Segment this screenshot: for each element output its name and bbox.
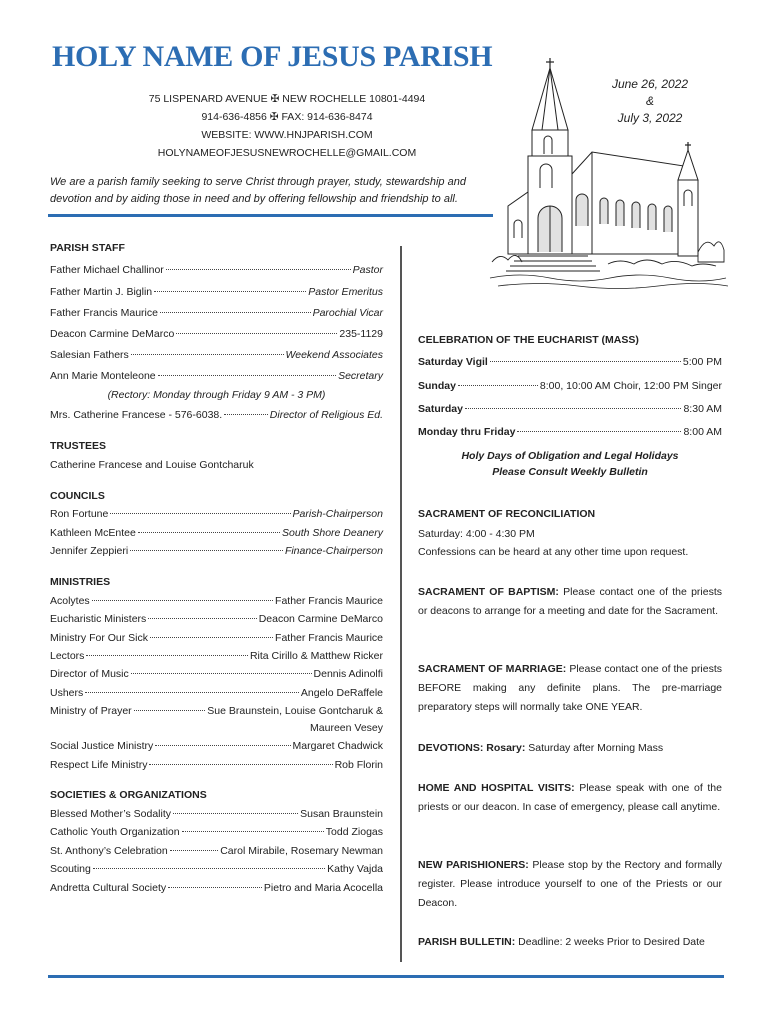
staff-name: Mrs. Catherine Francese - 576-6038. [50, 409, 223, 421]
holy-days-note-2: Please Consult Weekly Bulletin [492, 466, 648, 478]
ministry-leader: Sue Braunstein, Louise Gontcharuk & [207, 705, 383, 717]
council-member: Ron Fortune [50, 508, 109, 520]
ministry-leader: Father Francis Maurice [275, 632, 383, 644]
ministry-leader: Rita Cirillo & Matthew Ricker [249, 650, 383, 662]
society-leader: Susan Braunstein [300, 808, 383, 820]
councils-heading: COUNCILS [50, 490, 105, 502]
council-row [50, 527, 383, 539]
staff-name: Father Martin J. Biglin [50, 286, 153, 298]
staff-row [50, 264, 383, 276]
ministry-name: Director of Music [50, 668, 129, 680]
marriage-label: SACRAMENT OF MARRIAGE: [418, 663, 567, 675]
dot-leader [110, 513, 290, 514]
staff-heading: PARISH STAFF [50, 242, 125, 254]
ministry-row [50, 759, 383, 771]
ministry-name: Ministry of Prayer [50, 705, 132, 717]
reconciliation-time: Saturday: 4:00 - 4:30 PM [418, 528, 535, 540]
dot-leader [131, 673, 312, 674]
ministry-leader-continued: Maureen Vesey [310, 722, 383, 734]
staff-role: Director of Religious Ed. [269, 409, 383, 421]
ministry-name: Ushers [50, 687, 84, 699]
dot-leader [173, 813, 298, 814]
ministry-row [50, 613, 383, 625]
society-leader: Kathy Vajda [327, 863, 383, 875]
mass-day: Saturday Vigil [418, 356, 488, 368]
bulletin-label: PARISH BULLETIN: [418, 936, 516, 948]
trustees-names: Catherine Francese and Louise Gontcharuk [50, 459, 254, 471]
ministry-name: Lectors [50, 650, 85, 662]
dot-leader [170, 850, 218, 851]
society-row [50, 826, 383, 838]
home-visits-text: Please speak with one of the priests or our deacon. In case of emergency, please call anytime. [418, 782, 722, 813]
mass-day: Monday thru Friday [418, 426, 516, 438]
mass-row [418, 380, 722, 392]
staff-role: 235-1129 [339, 328, 383, 340]
dot-leader [149, 764, 332, 765]
devotions-label: DEVOTIONS: Rosary: [418, 742, 526, 754]
baptism-text: Please contact one of the priests or deacons to arrange for a meeting and date for the Sacrament. [418, 586, 723, 617]
baptism-section [418, 583, 722, 621]
staff-role: Pastor Emeritus [308, 286, 383, 298]
phone-line: 914-636-4856 ✠ FAX: 914-636-8474 [201, 111, 373, 123]
dot-leader [224, 414, 268, 415]
dot-leader [182, 831, 324, 832]
mass-day: Saturday [418, 403, 463, 415]
address-line: 75 LISPENARD AVENUE ✠ NEW ROCHELLE 10801-4494 [148, 93, 426, 105]
reconciliation-heading: SACRAMENT OF RECONCILIATION [418, 508, 596, 520]
staff-name: Father Francis Maurice [50, 307, 158, 319]
societies-heading: SOCIETIES & ORGANIZATIONS [50, 789, 207, 801]
footer-divider [48, 975, 724, 978]
church-illustration [488, 56, 728, 292]
new-parishioners-text: Please stop by the Rectory and formally register. Please introduce yourself to one of the Priests or our Deacon. [418, 859, 723, 909]
ministry-leader: Margaret Chadwick [292, 740, 383, 752]
dot-leader [86, 655, 248, 656]
dot-leader [168, 887, 262, 888]
staff-row [50, 286, 383, 298]
ministry-leader: Deacon Carmine DeMarco [258, 613, 383, 625]
marriage-text: Please contact one of the priests BEFORE making any definite plans. The pre-marriage preparatory steps will normally take ONE YEAR. [418, 663, 723, 713]
marriage-section [418, 660, 722, 717]
dot-leader [92, 600, 273, 601]
society-row [50, 863, 383, 875]
trustees-heading: TRUSTEES [50, 440, 107, 452]
dot-leader [166, 269, 351, 270]
devotions-section [418, 742, 722, 754]
mass-time: 8:00 AM [683, 426, 722, 438]
date-second: July 3, 2022 [617, 111, 683, 125]
staff-row [50, 409, 383, 421]
ministry-row [50, 595, 383, 607]
staff-role: Pastor [352, 264, 383, 276]
mass-row [418, 356, 722, 368]
date-ampersand: & [645, 94, 654, 108]
dot-leader [517, 431, 681, 432]
mass-row [418, 403, 722, 415]
dot-leader [148, 618, 256, 619]
ministry-name: Ministry For Our Sick [50, 632, 149, 644]
parish-title: HOLY NAME OF JESUS PARISH [52, 40, 493, 73]
staff-name: Ann Marie Monteleone [50, 370, 156, 382]
ministry-name: Eucharistic Ministers [50, 613, 147, 625]
mission-statement: We are a parish family seeking to serve Christ through prayer, study, stewardship and devotion and by aiding those in need and by offering fellowship and friendship to all. [50, 176, 466, 205]
staff-row [50, 307, 383, 319]
council-member: Kathleen McEntee [50, 527, 136, 539]
holy-days-note: Holy Days of Obligation and Legal Holidays [461, 450, 679, 462]
society-name: Catholic Youth Organization [50, 826, 180, 838]
ministry-row [50, 705, 383, 717]
ministry-name: Social Justice Ministry [50, 740, 154, 752]
staff-row [50, 328, 383, 340]
dot-leader [155, 745, 290, 746]
column-divider [400, 246, 402, 962]
society-leader: Carol Mirabile, Rosemary Newman [220, 845, 383, 857]
staff-name: Deacon Carmine DeMarco [50, 328, 175, 340]
dot-leader [490, 361, 681, 362]
dot-leader [138, 532, 280, 533]
mass-heading: CELEBRATION OF THE EUCHARIST (MASS) [418, 334, 639, 346]
ministry-leader: Rob Florin [334, 759, 383, 771]
staff-name: Salesian Fathers [50, 349, 129, 361]
baptism-label: SACRAMENT OF BAPTISM: [418, 586, 559, 598]
bulletin-text: Deadline: 2 weeks Prior to Desired Date [518, 936, 705, 948]
dot-leader [176, 333, 337, 334]
society-name: Andretta Cultural Society [50, 882, 167, 894]
staff-row [50, 370, 383, 382]
dot-leader [93, 868, 325, 869]
council-role: Finance-Chairperson [284, 545, 383, 557]
staff-role: Weekend Associates [285, 349, 383, 361]
society-leader: Todd Ziogas [325, 826, 383, 838]
society-name: Blessed Mother’s Sodality [50, 808, 172, 820]
mass-day: Sunday [418, 380, 456, 392]
ministry-leader: Father Francis Maurice [275, 595, 383, 607]
dot-leader [85, 692, 299, 693]
society-row [50, 845, 383, 857]
header-divider [48, 214, 493, 217]
ministry-row [50, 687, 383, 699]
mass-time: 8:00, 10:00 AM Choir, 12:00 PM Singer [539, 380, 722, 392]
ministry-leader: Dennis Adinolfi [313, 668, 383, 680]
council-row [50, 508, 383, 520]
ministry-name: Respect Life Ministry [50, 759, 148, 771]
staff-role: Parochial Vicar [312, 307, 383, 319]
dot-leader [131, 354, 284, 355]
dot-leader [130, 550, 283, 551]
mass-time: 5:00 PM [682, 356, 722, 368]
dot-leader [154, 291, 306, 292]
dot-leader [150, 637, 273, 638]
home-visits-section [418, 779, 722, 817]
ministry-row [50, 668, 383, 680]
mass-time: 8:30 AM [683, 403, 722, 415]
society-name: St. Anthony’s Celebration [50, 845, 168, 857]
mass-row [418, 426, 722, 438]
dot-leader [160, 312, 311, 313]
ministry-row [50, 740, 383, 752]
date-first: June 26, 2022 [611, 77, 689, 91]
council-member: Jennifer Zeppieri [50, 545, 129, 557]
ministry-name: Acolytes [50, 595, 90, 607]
reconciliation-note: Confessions can be heard at any other time upon request. [418, 546, 689, 558]
dot-leader [458, 385, 538, 386]
bulletin-section [418, 936, 722, 948]
new-parishioners-label: NEW PARISHIONERS: [418, 859, 529, 871]
ministries-heading: MINISTRIES [50, 576, 111, 588]
ministry-leader: Angelo DeRaffele [300, 687, 383, 699]
council-row [50, 545, 383, 557]
dot-leader [158, 375, 336, 376]
staff-row [50, 349, 383, 361]
society-leader: Pietro and Maria Acocella [263, 882, 383, 894]
dot-leader [465, 408, 682, 409]
website-line: WEBSITE: WWW.HNJPARISH.COM [201, 129, 373, 141]
devotions-text: Saturday after Morning Mass [528, 742, 664, 754]
home-visits-label: HOME AND HOSPITAL VISITS: [418, 782, 575, 794]
staff-name: Father Michael Challinor [50, 264, 164, 276]
society-row [50, 882, 383, 894]
ministry-row [50, 632, 383, 644]
society-row [50, 808, 383, 820]
new-parishioners-section [418, 856, 722, 913]
society-name: Scouting [50, 863, 91, 875]
council-role: South Shore Deanery [282, 527, 383, 539]
council-role: Parish-Chairperson [292, 508, 383, 520]
rectory-hours: (Rectory: Monday through Friday 9 AM - 3 PM) [107, 389, 326, 401]
dot-leader [134, 710, 206, 711]
email-line: HOLYNAMEOFJESUSNEWROCHELLE@GMAIL.COM [157, 147, 417, 159]
staff-role: Secretary [338, 370, 383, 382]
ministry-row [50, 650, 383, 662]
